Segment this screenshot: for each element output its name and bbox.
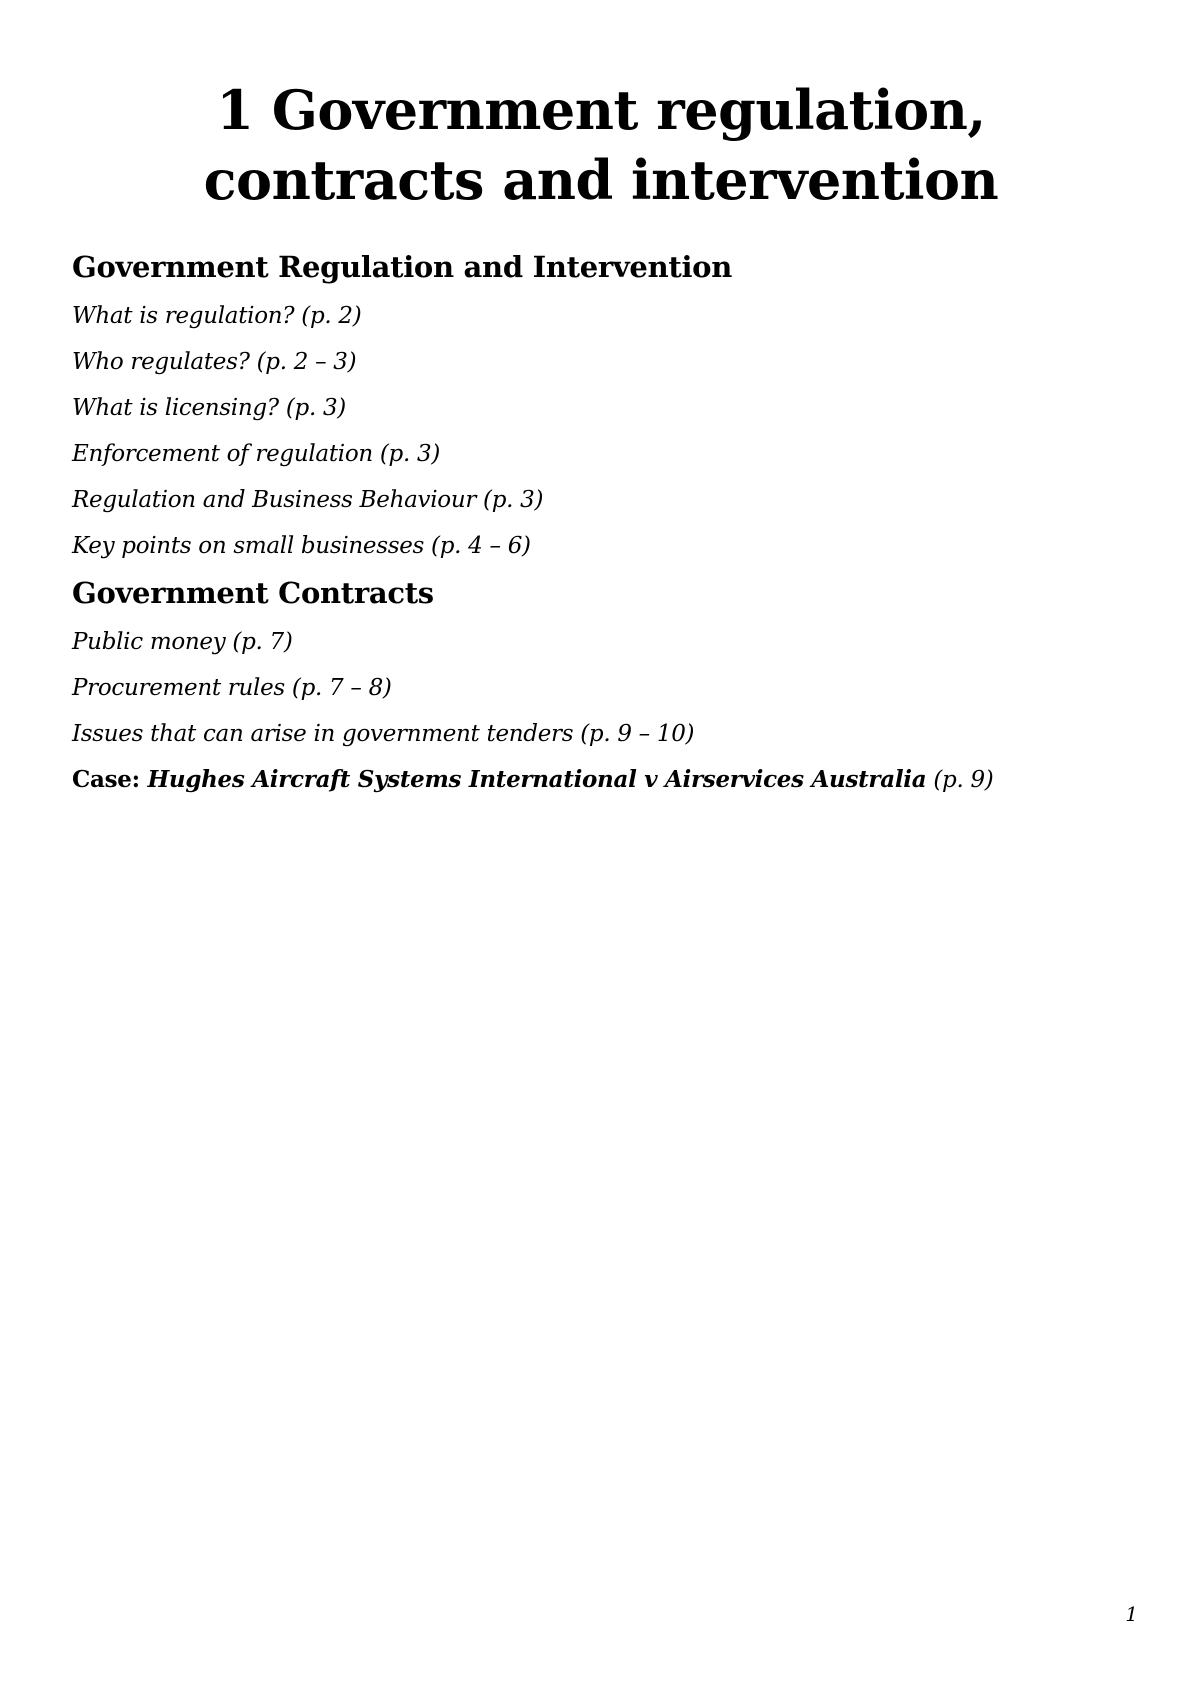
toc-item-what-is-regulation: What is regulation? (p. 2) xyxy=(72,303,362,329)
toc-list-contracts xyxy=(72,627,1130,749)
section-heading-regulation: Government Regulation and Intervention xyxy=(72,250,732,284)
page-title: 1 Government regulation, contracts and intervention xyxy=(203,78,999,212)
case-name: Hughes Aircraft Systems International v Airservices Australia xyxy=(147,766,927,793)
case-label: Case: xyxy=(72,766,148,793)
toc-item-business-behaviour: Regulation and Business Behaviour (p. 3) xyxy=(72,487,544,513)
case-reference xyxy=(72,765,1130,795)
toc-item-enforcement: Enforcement of regulation (p. 3) xyxy=(72,441,441,467)
toc-list-regulation xyxy=(72,301,1130,561)
case-pages: (p. 9) xyxy=(926,767,994,793)
toc-item-public-money: Public money (p. 7) xyxy=(72,629,293,655)
toc-item-what-is-licensing: What is licensing? (p. 3) xyxy=(72,395,346,421)
toc-item-who-regulates: Who regulates? (p. 2 – 3) xyxy=(72,349,357,375)
toc-item-small-businesses: Key points on small businesses (p. 4 – 6) xyxy=(72,533,531,559)
page-number: 1 xyxy=(1125,1602,1138,1626)
section-heading-contracts: Government Contracts xyxy=(72,576,434,610)
toc-item-tender-issues: Issues that can arise in government tenders (p. 9 – 10) xyxy=(72,721,695,747)
toc-item-procurement-rules: Procurement rules (p. 7 – 8) xyxy=(72,675,392,701)
